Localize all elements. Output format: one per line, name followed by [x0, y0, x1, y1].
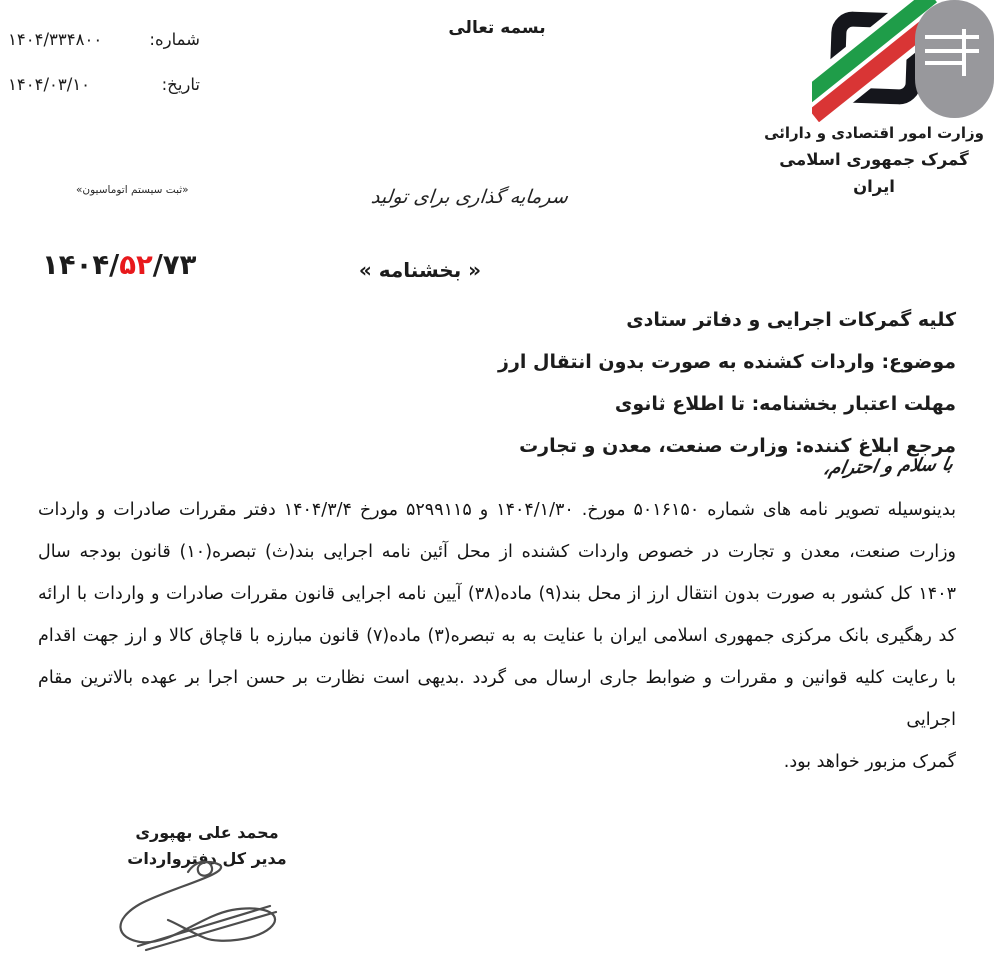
heading-block: [498, 299, 956, 467]
heading-subject: موضوع: واردات کشنده به صورت بدون انتقال ارز: [498, 351, 956, 373]
signer-name: محمد علی بهپوری: [135, 823, 279, 842]
organization-name: گمرک جمهوری اسلامی ایران: [779, 150, 969, 196]
heading-issuer: مرجع ابلاغ کننده: وزارت صنعت، معدن و تجارت: [519, 435, 956, 457]
ministry-name: وزارت امور اقتصادی و دارائی: [764, 124, 984, 142]
stamp-overlay: [915, 0, 994, 118]
heading-validity: مهلت اعتبار بخشنامه: تا اطلاع ثانوی: [614, 393, 956, 415]
bulletin-number-year: ۱۴۰۴/: [42, 249, 120, 281]
bulletin-number-mid: ۵۲: [119, 249, 153, 281]
signature-scribble-icon: [108, 858, 303, 958]
org-names: [756, 120, 992, 200]
document-date-row: [8, 75, 200, 94]
body-paragraph: [38, 489, 956, 783]
customs-logo-icon: [812, 0, 994, 122]
salutation-handwriting: با سلام و احترام،: [821, 453, 955, 480]
body-line: ۱۴۰۳ کل کشور به صورت بدون انتقال ارز از محل بند(۹) ماده(۳۸) آیین نامه اجرایی قانون مقررات صادرات و واردات با ارائه: [38, 584, 957, 604]
besmele-text: بسمه تعالی: [448, 18, 546, 38]
date-value: ۱۴۰۴/۰۳/۱۰: [8, 75, 91, 94]
number-value: ۱۴۰۴/۳۳۴۸۰۰: [8, 30, 103, 49]
body-line: وزارت صنعت، معدن و تجارت در خصوص واردات کشنده از محل آئین نامه اجرایی بند(ث) تبصره(۱۰) قانون بودجه سال: [38, 542, 956, 562]
letterhead-meta: [8, 30, 200, 120]
body-line: کد رهگیری بانک مرکزی جمهوری اسلامی ایران با عنایت به به تبصره(۳) ماده(۷) قانون مبارزه با قاچاق کالا و ارز جهت اقدام: [38, 626, 956, 646]
slogan-text: سرمایه گذاری برای تولید: [369, 186, 570, 208]
signer-title: مدیر کل دفترواردات: [127, 849, 287, 868]
customs-logo: [812, 0, 994, 122]
heading-recipients: کلیه گمرکات اجرایی و دفاتر ستادی: [626, 309, 956, 331]
date-label: تاریخ:: [161, 75, 200, 94]
body-line: با رعایت کلیه قوانین و مقررات و ضوابط جاری ارسال می گردد .بدیهی است نظارت بر حسن اجرا بر عهده بالاترین مقام اجرایی: [38, 668, 956, 730]
bulletin-number-end: /۷۳: [152, 249, 197, 281]
bulletin-title: « بخشنامه »: [358, 258, 482, 282]
number-label: شماره:: [149, 30, 200, 49]
body-line: گمرک مزبور خواهد بود.: [783, 752, 956, 772]
automation-note: «ثبت سیستم اتوماسیون»: [76, 184, 189, 196]
bulletin-number: [42, 249, 196, 281]
body-line: بدینوسیله تصویر نامه های شماره ۵۰۱۶۱۵۰ مورخ. ۱۴۰۴/۱/۳۰ و ۵۲۹۹۱۱۵ مورخ ۱۴۰۴/۳/۴ دفتر مقررات صادرات و واردات: [38, 500, 956, 520]
